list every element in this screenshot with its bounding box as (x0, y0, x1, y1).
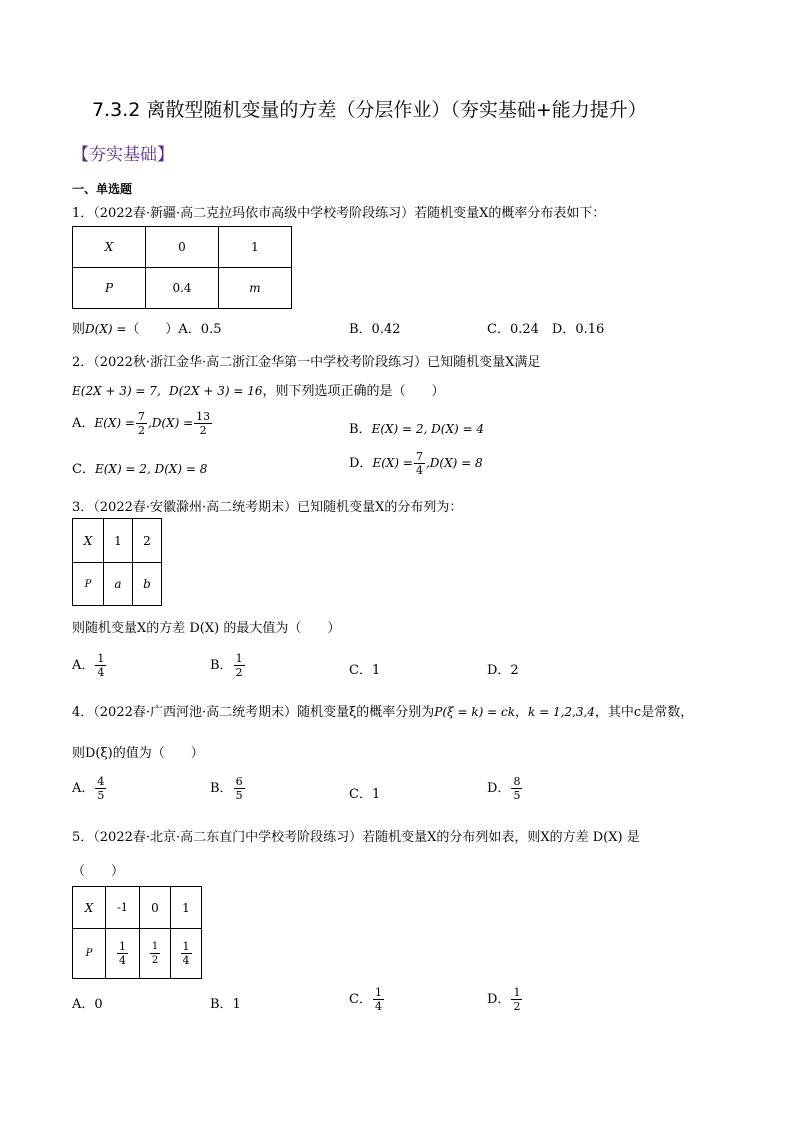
q2-cond2: D(2X + 3) = 16 (169, 384, 263, 398)
fraction (95, 652, 106, 679)
q1-distribution-table (72, 226, 292, 309)
math-expr: P(ξ = k) = ck (434, 705, 515, 719)
q1-option-a (72, 318, 222, 337)
denominator: 5 (513, 789, 521, 802)
option-label: B． (210, 781, 233, 796)
numerator: 1 (513, 986, 521, 999)
q5-option-d (487, 986, 523, 1013)
q5-cell: P (73, 929, 106, 979)
separator: ， (514, 705, 528, 720)
q5-stem: 5．（2022春·北京·高二东直门中学校考阶段练习）若随机变量X的分布列如表，则X的方差 D(X) 是 (72, 830, 640, 845)
option-label: C． (72, 462, 95, 477)
page-title: 7.3.2 离散型随机变量的方差（分层作业）（夯实基础+能力提升） (92, 99, 647, 121)
numerator: 7 (137, 410, 145, 423)
denominator: 5 (97, 789, 105, 802)
q3-option-b (210, 652, 246, 679)
q1-cell: 1 (219, 227, 292, 268)
option-label: A． (72, 658, 95, 673)
math-expr: ,D(X) = (147, 416, 194, 430)
q3-cell: b (133, 563, 162, 606)
q1-cell: X (73, 227, 146, 268)
q4-ask: 则D(ξ)的值为（ ） (72, 746, 204, 761)
denominator: 4 (374, 1000, 382, 1013)
q5-cell (106, 929, 140, 979)
q1-cell: P (73, 268, 146, 309)
option-label: C． (349, 992, 372, 1007)
q2-option-c (72, 458, 207, 477)
fraction (511, 986, 522, 1013)
q3-stem: 3．（2022春·安徽滁州·高二统考期末）已知随机变量X的分布列为： (72, 500, 463, 515)
math-expr: E(X) = (372, 456, 413, 470)
q1-option-cd: C．0.24 D．0.16 (487, 322, 605, 337)
denominator: 2 (151, 955, 159, 966)
q1-cell: 0 (146, 227, 219, 268)
q3-cell: 1 (104, 519, 133, 563)
fraction (181, 940, 192, 967)
section-heading: 【夯实基础】 (72, 145, 174, 165)
q2-option-a (72, 410, 213, 437)
numerator: 1 (151, 941, 159, 952)
fraction (150, 940, 160, 967)
q3-option-d: D．2 (487, 663, 519, 678)
numerator: 1 (182, 940, 190, 953)
math-expr: E(X) = (94, 416, 135, 430)
q1-ask-suffix: （ ）A．0.5 (126, 322, 222, 337)
q5-cell: 0 (140, 887, 171, 929)
q3-cell: a (104, 563, 133, 606)
numerator: 6 (235, 775, 243, 788)
q5-cell: X (73, 887, 106, 929)
numerator: 8 (513, 775, 521, 788)
q1-ask-expr: D(X) = (85, 322, 127, 336)
fraction (511, 775, 522, 802)
fraction (136, 410, 147, 437)
q4-option-d (487, 775, 523, 802)
option-label: A． (72, 781, 95, 796)
q4-stem-text: 4．（2022春·广西河池·高二统考期末）随机变量ξ的概率分别为 (72, 705, 435, 720)
option-label: A． (72, 416, 95, 431)
fraction (373, 986, 384, 1013)
q5-cell (171, 929, 202, 979)
q2-cond1: E(2X + 3) = 7, (72, 384, 161, 398)
q5-option-b: B．1 (210, 997, 241, 1012)
q5-option-c (349, 986, 385, 1013)
fraction (95, 775, 106, 802)
denominator: 4 (97, 666, 105, 679)
question-type-heading: 一、单选题 (72, 182, 133, 196)
q2-option-b (349, 418, 484, 437)
option-label: D． (349, 456, 373, 471)
q1-cell: 0.4 (146, 268, 219, 309)
denominator: 5 (235, 789, 243, 802)
denominator: 4 (182, 954, 190, 967)
q5-paren: （ ） (72, 864, 125, 879)
q3-option-c: C．1 (349, 663, 381, 678)
q1-option-b: B．0.42 (349, 322, 401, 337)
q1-ask-prefix: 则 (72, 322, 86, 337)
q5-cell (140, 929, 171, 979)
q4-option-a (72, 775, 107, 802)
numerator: 1 (235, 652, 243, 665)
option-label: B． (210, 658, 233, 673)
q1-cell: m (219, 268, 292, 309)
denominator: 4 (119, 954, 126, 967)
fraction (117, 940, 128, 967)
fraction (234, 652, 245, 679)
q3-cell: P (73, 563, 104, 606)
q4-option-c: C．1 (349, 787, 381, 802)
q2-cond-suffix: ，则下列选项正确的是（ ） (262, 384, 445, 399)
q5-distribution-table (72, 886, 202, 979)
numerator: 7 (415, 450, 423, 463)
q5-option-a: A．0 (72, 997, 103, 1012)
q2-stem: 2．（2022秋·浙江金华·高二浙江金华第一中学校考阶段练习）已知随机变量X满足 (72, 355, 541, 370)
math-expr: E(X) = 2, D(X) = 8 (94, 462, 208, 476)
q2-option-d (349, 450, 483, 477)
q1-stem: 1．（2022春·新疆·高二克拉玛依市高级中学校考阶段练习）若随机变量X的概率分布表如下： (72, 206, 606, 221)
numerator: 1 (374, 986, 382, 999)
q4-option-b (210, 775, 246, 802)
q3-distribution-table (72, 518, 162, 606)
fraction (234, 775, 245, 802)
fraction (194, 410, 212, 437)
q5-cell: 1 (171, 887, 202, 929)
math-expr: E(X) = 2, D(X) = 4 (371, 422, 485, 436)
q2-conditions (72, 380, 444, 399)
q5-cell: -1 (106, 887, 140, 929)
q3-cell: X (73, 519, 104, 563)
denominator: 4 (415, 464, 423, 477)
q4-stem (72, 701, 693, 720)
option-label: B． (349, 422, 372, 437)
denominator: 2 (513, 1000, 521, 1013)
q3-option-a (72, 652, 107, 679)
denominator: 2 (199, 424, 207, 437)
numerator: 1 (119, 940, 126, 953)
fraction (414, 450, 425, 477)
q3-ask: 则随机变量X的方差 D(X) 的最大值为（ ） (72, 621, 341, 636)
option-label: D． (487, 992, 511, 1007)
math-expr: ,D(X) = 8 (425, 456, 483, 470)
q3-cell: 2 (133, 519, 162, 563)
denominator: 2 (235, 666, 243, 679)
numerator: 13 (196, 410, 211, 423)
denominator: 2 (137, 424, 145, 437)
numerator: 4 (97, 775, 105, 788)
option-label: D． (487, 781, 511, 796)
q4-stem-suffix: ，其中c是常数， (594, 705, 694, 720)
math-expr: k = 1,2,3,4 (527, 705, 595, 719)
numerator: 1 (97, 652, 105, 665)
